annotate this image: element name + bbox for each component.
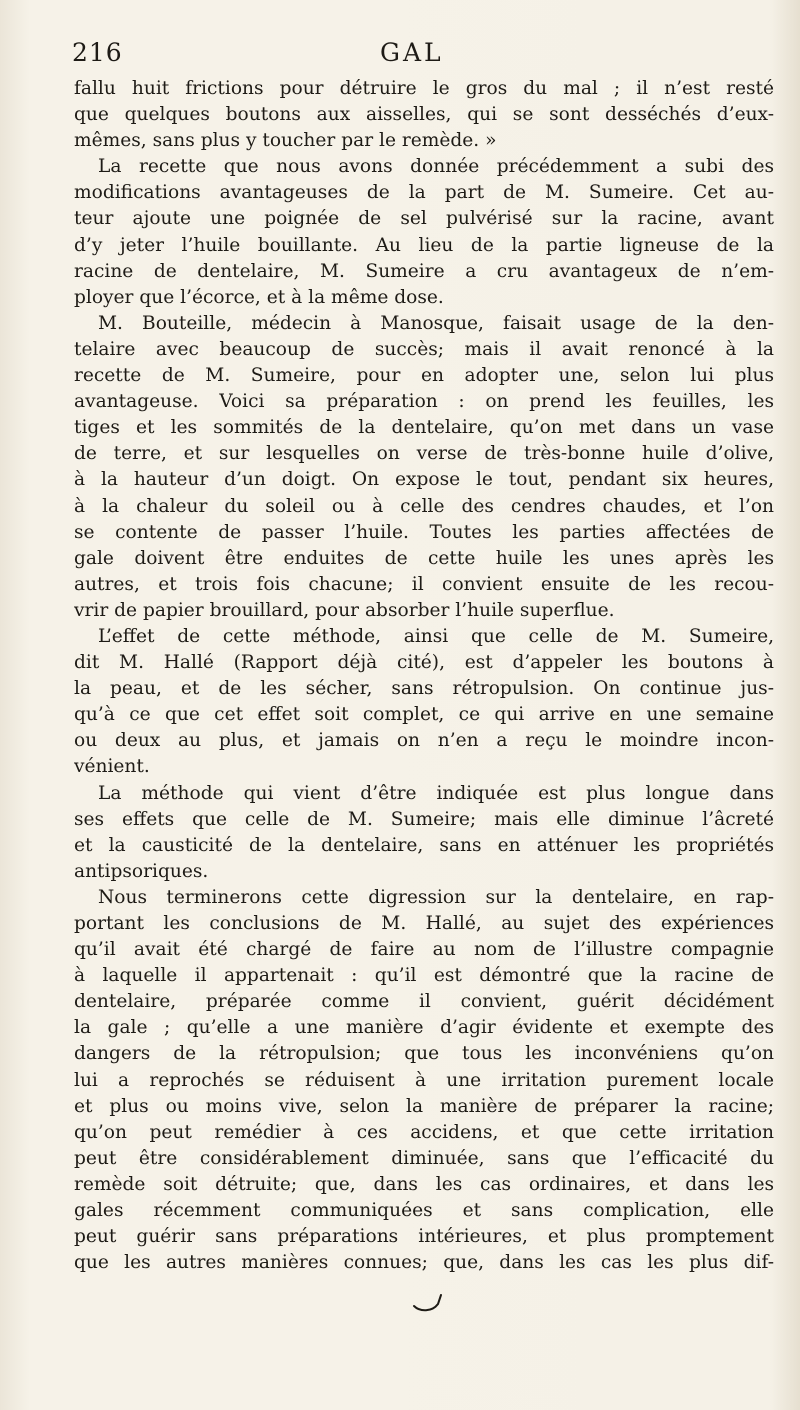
text-line: gales récemment communiquées et sans complication, elle	[74, 1200, 774, 1222]
text-line: racine de dentelaire, M. Sumeire a cru avantageux de n’em-	[74, 260, 774, 282]
text-line: portant les conclusions de M. Hallé, au sujet des expériences	[74, 913, 774, 934]
text-line: à la hauteur d’un doigt. On expose le tout, pendant six heures,	[74, 469, 774, 491]
text-line: se contente de passer l’huile. Toutes les parties affectées de	[74, 521, 774, 543]
page-number: 216	[72, 38, 123, 67]
text-line: que quelques boutons aux aisselles, qui se sont desséchés d’eux-	[74, 104, 774, 126]
text-line: à laquelle il appartenait : qu’il est démontré que la racine de	[74, 965, 774, 987]
text-line: qu’il avait été chargé de faire au nom de l’illustre compagnie	[74, 939, 774, 961]
text-line: la peau, et de les sécher, sans rétropulsion. On continue jus-	[74, 678, 774, 700]
text-line: teur ajoute une poignée de sel pulvérisé sur la racine, avant	[74, 208, 774, 230]
text-line: La méthode qui vient d’être indiquée est plus longue dans	[98, 782, 774, 804]
text-line: ou deux au plus, et jamais on n’en a reçu le moindre incon-	[74, 730, 774, 752]
text-line: M. Bouteille, médecin à Manosque, faisait usage de la den-	[98, 312, 774, 334]
text-line: dentelaire, préparée comme il convient, guérit décidément	[74, 991, 774, 1013]
text-line: peut être considérablement diminuée, sans que l’efficacité du	[74, 1147, 774, 1169]
text-line: modifications avantageuses de la part de M. Sumeire. Cet au-	[74, 182, 774, 204]
text-line: lui a reprochés se réduisent à une irritation purement locale	[74, 1069, 774, 1091]
text-line: qu’à ce que cet effet soit complet, ce qui arrive en une semaine	[74, 704, 774, 726]
text-line: à la chaleur du soleil ou à celle des cendres chaudes, et l’on	[74, 495, 774, 517]
text-line: et la causticité de la dentelaire, sans en atténuer les propriétés	[74, 834, 774, 856]
text-line: Nous terminerons cette digression sur la dentelaire, en rap-	[98, 886, 774, 908]
paragraph-continuation	[74, 76, 774, 154]
text-line: la gale ; qu’elle a une manière d’agir évidente et exempte des	[74, 1017, 774, 1039]
text-line: remède soit détruite; que, dans les cas ordinaires, et dans les	[74, 1173, 774, 1195]
text-line: qu’on peut remédier à ces accidens, et que cette irritation	[74, 1121, 774, 1143]
text-line: et plus ou moins vive, selon la manière de préparer la racine;	[74, 1095, 774, 1117]
text-line: fallu huit frictions pour détruire le gros du mal ; il n’est resté	[74, 78, 774, 99]
text-line: telaire avec beaucoup de succès; mais il avait renoncé à la	[74, 338, 774, 360]
text-line: que les autres manières connues; que, dans les cas les plus dif-	[74, 1252, 774, 1274]
text-line: dit M. Hallé (Rapport déjà cité), est d’appeler les boutons à	[74, 652, 774, 674]
text-line: antipsoriques.	[74, 860, 209, 882]
page-header	[72, 38, 772, 72]
text-line: peut guérir sans préparations intérieures, et plus promptement	[74, 1226, 774, 1248]
text-line: La recette que nous avons donnée précédemment a subi des	[98, 156, 774, 178]
paragraph-conclusions	[74, 885, 774, 1276]
text-line: vénient.	[74, 756, 150, 778]
text-line: dangers de la rétropulsion; que tous les inconvéniens qu’on	[74, 1043, 774, 1065]
paragraph-methode	[74, 781, 774, 885]
text-line: vrir de papier brouillard, pour absorber l’huile superflue.	[74, 599, 615, 621]
running-head: GAL	[380, 38, 444, 67]
text-line: avantageuse. Voici sa préparation : on prend les feuilles, les	[74, 391, 774, 413]
signature-mark-icon	[412, 1292, 446, 1314]
text-line: de terre, et sur lesquelles on verse de très-bonne huile d’olive,	[74, 443, 774, 465]
paragraph-bouteille	[74, 311, 774, 624]
text-line: autres, et trois fois chacune; il convient ensuite de les recou-	[74, 573, 774, 595]
text-line: gale doivent être enduites de cette huile les unes après les	[74, 547, 774, 569]
text-line: ployer que l’écorce, et à la même dose.	[74, 286, 444, 308]
paragraph-recette	[74, 154, 774, 311]
text-line: ses effets que celle de M. Sumeire; mais elle diminue l’âcreté	[74, 808, 774, 830]
body-text	[74, 76, 774, 1276]
text-line: d’y jeter l’huile bouillante. Au lieu de la partie ligneuse de la	[74, 234, 774, 256]
text-line: mêmes, sans plus y toucher par le remède. »	[74, 130, 497, 152]
paragraph-effet	[74, 624, 774, 781]
text-line: tiges et les sommités de la dentelaire, qu’on met dans un vase	[74, 417, 774, 439]
text-line: recette de M. Sumeire, pour en adopter une, selon lui plus	[74, 365, 774, 387]
text-line: L’effet de cette méthode, ainsi que celle de M. Sumeire,	[98, 625, 774, 647]
